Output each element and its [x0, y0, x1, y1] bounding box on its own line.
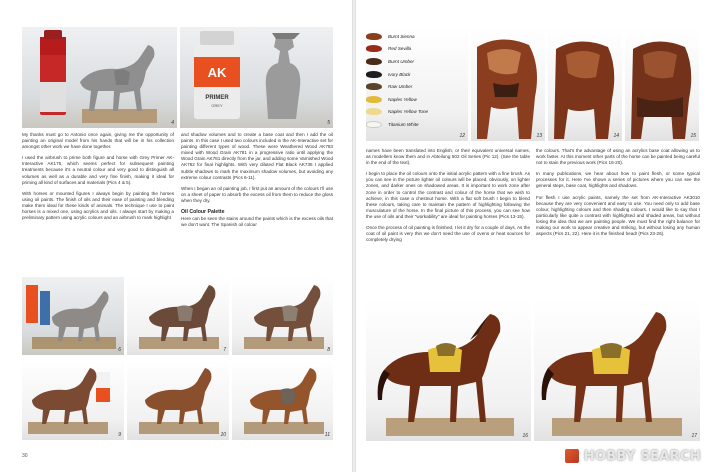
paint-blob-icon [366, 96, 382, 103]
bottle-label: PRIMER [205, 95, 229, 101]
oil-colour-name: Naples Yellow Tone [388, 109, 429, 115]
paragraph: Once the process of oil painting is finished, I let it dry for a couple of days. As the coat of oil paint is very thin we don't need the use of ovens or heat sources for completely drying [366, 225, 530, 243]
photo-number: 5 [327, 120, 330, 126]
photo-number: 6 [118, 347, 121, 353]
oil-colour-swatch [366, 93, 468, 106]
photo-6 [22, 277, 124, 355]
right-text-column-2 [536, 148, 700, 242]
photo-8 [232, 277, 333, 355]
paragraph: and shadow volumes and to create a base coat and then I add the oil paints. In this case I used two colours included in the AK-Interactive set for painting different types of wood. These were Weathered Wood AK783 mixed with Wood Grain AK781 in a progressive ratio until applying the Wood Grain AK781 directly from the jar, and adding some Varnished Wood AK782 for final highlights. With very diluted Flat Black AK735 I applied subtle shadows to mark the maximum shadow volumes, but avoiding any extreme colour contrasts (Pics 6-11). [181, 132, 333, 180]
photo-13 [471, 27, 545, 141]
oil-colour-name: Burnt Sienna [388, 33, 415, 39]
paragraph: Here can be seen the stains around the paints which is the excess oils that we don't want. The Spanish oil colour [181, 216, 333, 228]
horse-airbrush-highlight [232, 277, 333, 355]
right-text-column-1 [366, 148, 530, 248]
left-page [0, 0, 352, 472]
primed-horse-illustration [22, 27, 177, 128]
paragraph: I begin to place the oil colours onto the initial acrylic pattern with a fine brush. As you can see in the picture lighter oil colours will be placed, obviously, on lighter zones, and darker ones on shadowed areas. It is important to work zone after zone in order to control the contrast and colour of the horse that we wish to achieve, in this case a chestnut horse. With a flat soft brush I begin to blend these colours, taking care to maintain the pattern of highlighting following the musculature of the horse. In the final picture of this process, you can see how the use of oils and their "workability" are ideal for painting horses (Pics 13-15). [366, 171, 530, 219]
paragraph: For flesh I use acrylic paints, namely the set from AK-Interactive AK3010 because they are very convenient and easy to use. You need only to add base colour, highlighting colours and then shading colours. I would like to say that I particularly like quite a contrast with highlighted and shaded areas, but without losing the idea that we are painting people. We must find the right balance for making our work to appear creative and striking, but without losing any human aspects (Pics 21, 22). Here it is the finished head! (Pics 23-26). [536, 194, 700, 237]
horse-oil-blending [548, 27, 622, 141]
oil-colour-swatch [366, 30, 468, 43]
photo-16 [366, 300, 531, 441]
oil-colour-swatch [366, 118, 468, 131]
photo-number: 13 [536, 133, 542, 139]
photo-number: 4 [171, 120, 174, 126]
photo-number: 9 [118, 432, 121, 438]
paint-blob-icon [366, 121, 382, 128]
photo-4-primed-horse [22, 27, 177, 128]
oil-colour-name: Naples Yellow [388, 96, 417, 102]
horse-oil-finished [625, 27, 699, 141]
watermark-text: HOBBY SEARCH [583, 448, 701, 464]
paragraph: I used the airbrush to prime both figure and horse with Grey Primer AK-Interactive AK175, which seems perfect for subsequent painting treatments because it's a neutral colour and very good to distinguish all volumes as well as a durable and very fine finish, making it ideal for priming all kind of surfaces and materials (Pics 4 & 5). [22, 155, 174, 185]
photo-5-primed-figure [180, 27, 333, 128]
section-heading: Oil Colour Palette [181, 209, 225, 216]
oil-colour-swatch [366, 80, 468, 93]
svg-text:AK: AK [207, 65, 227, 80]
horse-oil-placement [471, 27, 545, 141]
horse-airbrush-brown [127, 277, 229, 355]
oil-colour-name: Titanium White [388, 121, 419, 127]
paragraph: My thanks must go to Antonio once again, giving me the opportunity of painting an original model from his hands that will be in his collection amongst other work we have done together. [22, 132, 174, 150]
oil-colour-swatch [366, 68, 468, 81]
horse-wood-grain [127, 358, 229, 440]
hobby-search-watermark [564, 448, 701, 464]
paragraph: names have been translated into English, or their equivalent universal names, as modellers know them and in Abteilung 502 Oil Series (Pic 12). (See the table in the end of the text). [366, 148, 530, 166]
horse-varnished-wood [232, 358, 333, 440]
bottle-sublabel: GREY [211, 103, 223, 108]
paint-blob-icon [366, 71, 382, 78]
oil-colour-swatch [366, 43, 468, 56]
photo-number: 10 [220, 432, 226, 438]
paragraph: When I began an oil painting job, I first put an amount of the colours I'll use on a sheet of paper to absorb the excess oil from them to reduce the gloss when they dry. [181, 185, 333, 203]
oil-colour-name: Ivory Black [388, 71, 411, 77]
right-page [356, 0, 709, 472]
oil-colour-list [366, 30, 468, 131]
photo-number: 15 [690, 133, 696, 139]
horse-wood-colours [22, 358, 124, 440]
paragraph: the colours. That's the advantage of using an acrylics base coat allowing us to work faster. At this moment other parts of the horse can be painted being careful not to stain the previous work (Pics 16-20). [536, 148, 700, 166]
left-text-column-2 [181, 132, 333, 233]
primed-figure-illustration [180, 27, 333, 128]
photo-15 [625, 27, 699, 141]
horse-acrylic-base [22, 277, 124, 355]
finished-horse-saddle-right [534, 300, 700, 441]
oil-colour-name: Red Sevilla [388, 46, 412, 52]
photo-number: 7 [223, 347, 226, 353]
paragraph: With horses or mounted figures I always begin by painting the horses using oil paints. The finish of oils and their ease of painting and blending make them ideal for these kinds of animals. The technique I use to paint horses is a mixed one, using acrylics and oils. I always start by making a preliminary pattern using acrylic colours and an airbrush to mark highlight [22, 190, 174, 221]
photo-number: 11 [324, 432, 330, 438]
oil-colour-name: Burnt Umber [388, 58, 415, 64]
photo-number: 17 [691, 433, 697, 439]
photo-17 [534, 300, 700, 441]
paint-blob-icon [366, 83, 382, 90]
paint-blob-icon [366, 33, 382, 40]
photo-number: 8 [327, 347, 330, 353]
left-text-column-1 [22, 132, 174, 226]
paint-blob-icon [366, 108, 382, 115]
photo-10 [127, 358, 229, 440]
photo-number: 16 [522, 433, 528, 439]
photo-9 [22, 358, 124, 440]
paint-blob-icon [366, 45, 382, 52]
hobby-search-logo-icon [564, 448, 580, 464]
photo-number: 14 [613, 133, 619, 139]
paint-blob-icon [366, 58, 382, 65]
oil-colour-swatch [366, 55, 468, 68]
finished-horse-saddle-left [366, 300, 531, 441]
oil-colour-name: Raw Umber [388, 84, 413, 90]
oil-colour-swatch [366, 106, 468, 119]
photo-11 [232, 358, 333, 440]
photo-14 [548, 27, 622, 141]
page-number: 30 [22, 453, 28, 459]
photo-number: 12 [459, 133, 465, 139]
paragraph: In many publications, we hear about how to paint flesh, or some typical processes for it. Here I've shown a series of pictures where you can see the general steps, base coat, highlights and shadows. [536, 171, 700, 189]
photo-7 [127, 277, 229, 355]
